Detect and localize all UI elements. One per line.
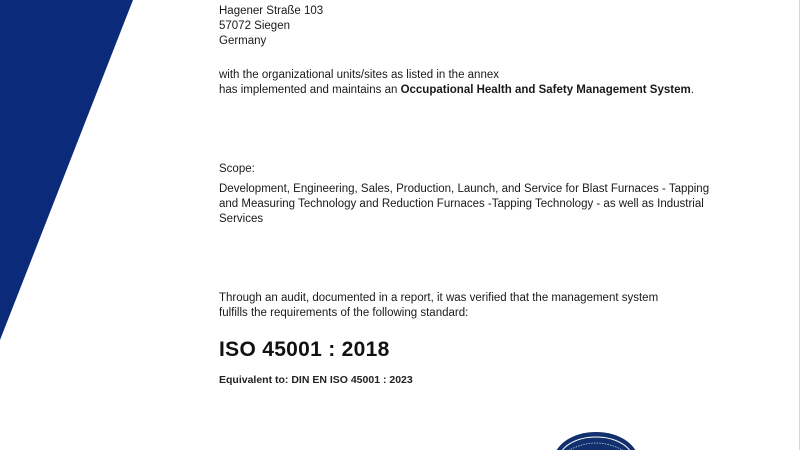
address-street: Hagener Straße 103	[219, 5, 324, 17]
address-city: 57072 Siegen	[219, 20, 290, 32]
address-country: Germany	[219, 35, 267, 47]
scope-line-1: Development, Engineering, Sales, Production, Launch, and Service for Blast Furnaces - Tapping	[219, 183, 710, 195]
band-shape	[0, 0, 133, 340]
audit-line-1: Through an audit, documented in a report, it was verified that the management system	[219, 292, 659, 304]
statement-line-2	[219, 83, 694, 98]
standard-title: ISO 45001 : 2018	[219, 338, 390, 361]
certification-seal-icon	[552, 430, 640, 450]
statement-prefix: has implemented and maintains an	[219, 84, 401, 96]
statement-line-1: with the organizational units/sites as listed in the annex	[219, 69, 499, 81]
statement-suffix: .	[690, 84, 694, 96]
system-name: Occupational Health and Safety Management System	[400, 84, 691, 96]
scope-line-2: and Measuring Technology and Reduction Furnaces -Tapping Technology - as well as Industrial	[219, 198, 704, 210]
audit-line-2: fulfills the requirements of the following standard:	[219, 307, 469, 319]
scope-label: Scope:	[219, 163, 255, 175]
standard-equivalent: Equivalent to: DIN EN ISO 45001 : 2023	[219, 374, 413, 386]
navy-diagonal-band	[0, 0, 140, 450]
scope-line-3: Services	[219, 213, 264, 225]
